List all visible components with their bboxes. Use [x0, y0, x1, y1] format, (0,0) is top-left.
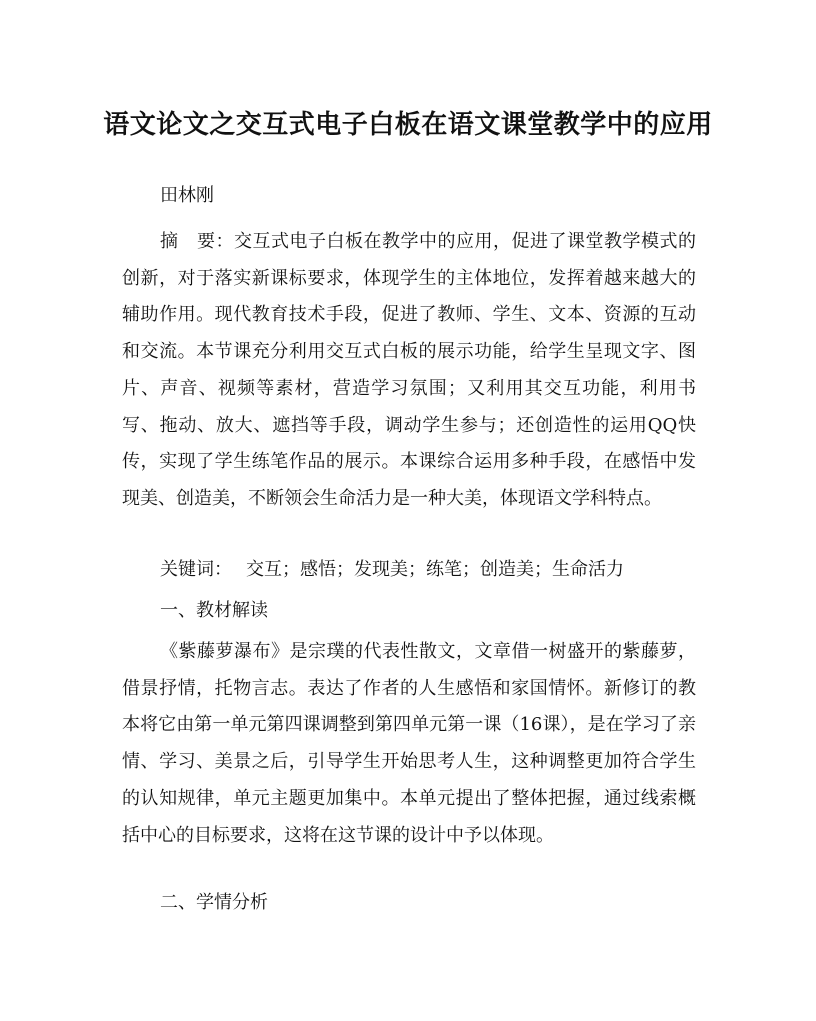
abstract-paragraph [122, 224, 696, 518]
keywords-paragraph [122, 552, 696, 589]
section-heading-textbook: 一、教材解读 [160, 600, 268, 621]
section-paragraph-textbook: 《紫藤萝瀑布》是宗璞的代表性散文，文章借一树盛开的紫藤萝，借景抒情，托物言志。表达了作者的人生感悟和家国情怀。新修订的教本将它由第一单元第四课调整到第四单元第一课（16课），是在学习了亲情、学习、美景之后，引导学生开始思考人生，这种调整更加符合学生的认知规律，单元主题更加集中。本单元提出了整体把握，通过线索概括中心的目标要求，这将在这节课的设计中予以体现。 [122, 641, 696, 846]
author-name: 田林刚 [160, 185, 214, 206]
section-heading-students: 二、学情分析 [160, 892, 268, 913]
abstract-label: 摘 要： [160, 231, 234, 252]
document-title: 语文论文之交互式电子白板在语文课堂教学中的应用 [103, 110, 713, 140]
keywords-text: 交互；感悟；发现美；练笔；创造美；生命活力 [246, 559, 624, 580]
keywords-label: 关键词： [160, 559, 232, 580]
abstract-text: 交互式电子白板在教学中的应用，促进了课堂教学模式的创新，对于落实新课标要求，体现学生的主体地位，发挥着越来越大的辅助作用。现代教育技术手段，促进了教师、学生、文本、资源的互动和交流。本节课充分利用交互式白板的展示功能，给学生呈现文字、图片、声音、视频等素材，营造学习氛围；又利用其交互功能，利用书写、拖动、放大、遮挡等手段，调动学生参与；还创造性的运用QQ快传，实现了学生练笔作品的展示。本课综合运用多种手段，在感悟中发现美、创造美，不断领会生命活力是一种大美，体现语文学科特点。 [122, 231, 696, 509]
